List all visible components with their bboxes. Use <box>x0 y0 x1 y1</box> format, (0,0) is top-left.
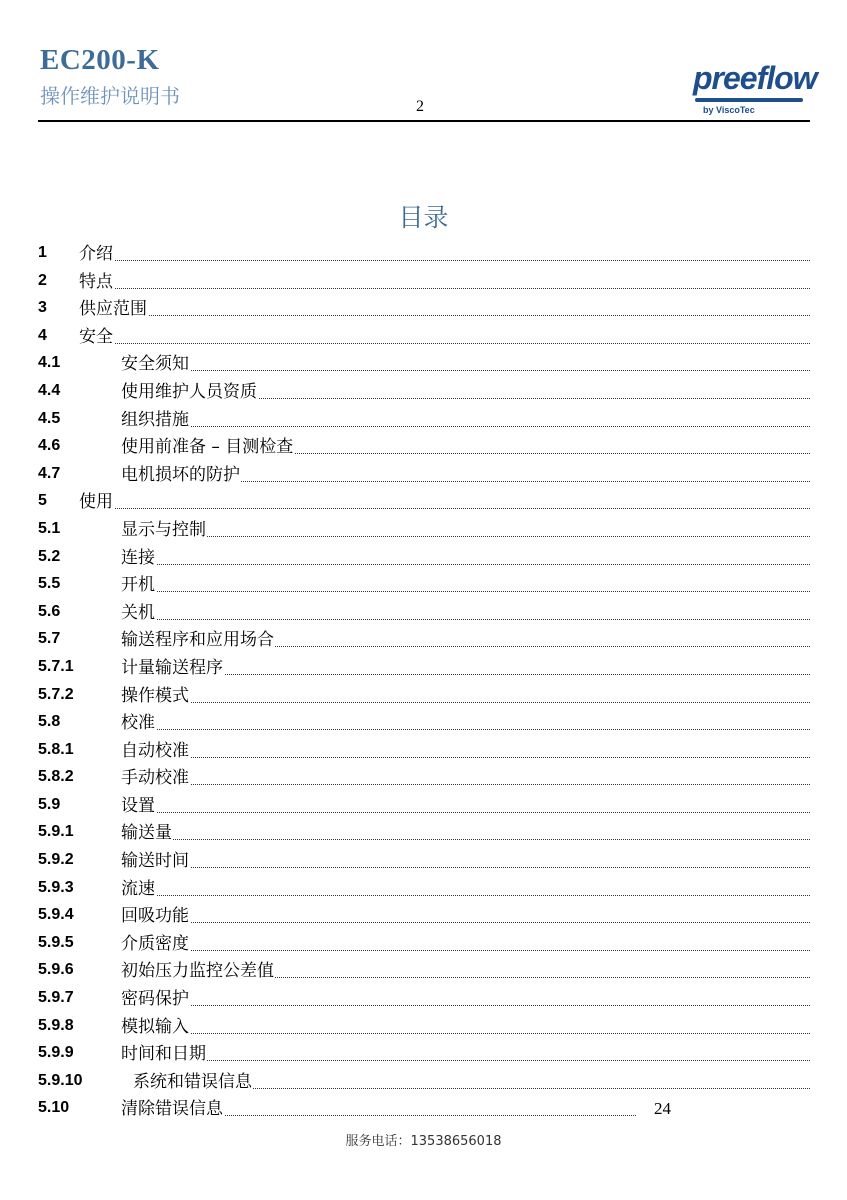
footer-service-phone: 服务电话：13538656018 <box>345 1134 502 1149</box>
toc-entry-leader <box>121 380 810 404</box>
toc-entry-number: 5.9.10 <box>38 1071 83 1089</box>
toc-entry-label: 输送量 <box>121 823 172 844</box>
toc-entry-number: 1 <box>38 244 47 261</box>
toc-entry-label: 计量输送程序 <box>121 657 223 678</box>
toc-entry[interactable] <box>38 518 810 546</box>
toc-entry-label: 模拟输入 <box>121 1016 189 1037</box>
toc-entry-leader <box>121 849 810 873</box>
toc-entry-number: 4.4 <box>38 381 61 399</box>
document-title: EC200-K <box>40 44 160 76</box>
toc-entry-leader <box>121 794 810 818</box>
toc-entry-leader <box>121 711 810 735</box>
toc-entry-leader <box>79 490 810 514</box>
toc-entry[interactable] <box>38 601 810 629</box>
toc-entry-number: 5.9.7 <box>38 989 74 1007</box>
toc-entry-label: 电机损坏的防护 <box>121 464 240 485</box>
logo-swoosh <box>695 98 803 102</box>
toc-entry-leader <box>133 1070 810 1094</box>
toc-entry[interactable] <box>38 546 810 574</box>
toc-entry-number: 5.7.1 <box>38 657 74 675</box>
logo-wordmark: preeflow <box>693 60 817 96</box>
toc-entry[interactable] <box>38 711 810 739</box>
toc-entry-label: 系统和错误信息 <box>133 1071 252 1092</box>
toc-entry[interactable] <box>38 1015 810 1043</box>
toc-entry-number: 4 <box>38 326 47 344</box>
toc-entry[interactable] <box>38 794 810 822</box>
toc-entry-label: 手动校准 <box>121 768 189 789</box>
toc-entry-leader <box>121 408 810 432</box>
toc-entry[interactable] <box>38 270 810 298</box>
toc-entry[interactable] <box>38 821 810 849</box>
toc-entry[interactable] <box>38 408 810 436</box>
toc-entry-leader <box>121 435 810 459</box>
toc-entry-number: 4.7 <box>38 464 61 482</box>
toc-entry[interactable] <box>38 656 810 684</box>
toc-entry-leader <box>121 601 810 625</box>
toc-entry[interactable] <box>38 987 810 1015</box>
toc-entry-number: 5.5 <box>38 575 61 593</box>
toc-entry-leader <box>79 297 810 321</box>
toc-entry-leader <box>121 932 810 956</box>
toc-entry-label: 初始压力监控公差值 <box>121 961 274 982</box>
toc-entry-leader <box>121 904 810 928</box>
logo-tagline: by ViscoTec <box>703 105 755 115</box>
toc-entry-leader <box>121 656 810 680</box>
toc-entry-number: 5.7.2 <box>38 685 74 703</box>
toc-entry[interactable] <box>38 435 810 463</box>
toc-entry-label: 显示与控制 <box>121 519 206 540</box>
toc-entry-label: 设置 <box>121 795 155 816</box>
toc-entry-number: 5.9.5 <box>38 933 74 951</box>
toc-entry[interactable] <box>38 297 810 325</box>
preeflow-logo <box>693 60 817 120</box>
toc-entry-number: 5.9.1 <box>38 823 74 841</box>
toc-entry-leader <box>121 877 810 901</box>
toc-entry-label: 使用维护人员资质 <box>121 381 257 402</box>
toc-entry-label: 介质密度 <box>121 933 189 954</box>
toc-entry-label: 操作模式 <box>121 685 189 706</box>
toc-entry-number: 5.10 <box>38 1099 70 1117</box>
toc-entry-leader <box>121 463 810 487</box>
toc-entry-number: 5.2 <box>38 547 61 565</box>
toc-entry-leader <box>121 352 810 376</box>
table-of-contents <box>38 242 810 1125</box>
toc-entry-label: 组织措施 <box>121 409 189 430</box>
toc-entry[interactable] <box>38 628 810 656</box>
toc-entry-number: 5.8 <box>38 713 61 731</box>
toc-entry-number: 5.9.8 <box>38 1016 74 1034</box>
toc-entry-number: 4.6 <box>38 437 61 455</box>
toc-entry-label: 时间和日期 <box>121 1044 206 1065</box>
page-header <box>38 40 817 122</box>
toc-entry[interactable] <box>38 684 810 712</box>
toc-entry-leader <box>121 1015 810 1039</box>
toc-entry[interactable] <box>38 380 810 408</box>
toc-title: 目录 <box>398 203 449 232</box>
toc-entry-leader <box>79 242 810 266</box>
toc-entry[interactable] <box>38 877 810 905</box>
toc-entry-number: 5.9.2 <box>38 851 74 869</box>
toc-entry-number: 5.6 <box>38 602 61 620</box>
toc-entry-leader <box>79 325 810 349</box>
toc-entry-label: 密码保护 <box>121 989 189 1010</box>
toc-entry-label: 清除错误信息 <box>121 1099 223 1120</box>
toc-entry-leader <box>121 739 810 763</box>
toc-entry-page: 24 <box>650 1097 671 1121</box>
toc-entry-number: 5.9.6 <box>38 961 74 979</box>
toc-entry[interactable] <box>38 959 810 987</box>
toc-entry-label: 安全须知 <box>121 354 189 375</box>
toc-entry-leader <box>121 821 810 845</box>
toc-entry-number: 3 <box>38 299 47 317</box>
toc-entry-number: 5 <box>38 492 47 510</box>
toc-entry[interactable] <box>38 1097 810 1125</box>
toc-entry-leader <box>121 959 810 983</box>
toc-entry[interactable] <box>38 242 810 270</box>
toc-entry-label: 使用 <box>79 492 113 513</box>
toc-entry-number: 5.8.1 <box>38 740 74 758</box>
toc-entry-number: 5.9.3 <box>38 878 74 896</box>
toc-entry-label: 自动校准 <box>121 740 189 761</box>
toc-entry-number: 5.8.2 <box>38 768 74 786</box>
toc-entry-number: 5.9 <box>38 795 61 813</box>
toc-entry-leader <box>121 684 810 708</box>
toc-entry[interactable] <box>38 1042 810 1070</box>
toc-entry-label: 连接 <box>121 547 155 568</box>
toc-entry-number: 2 <box>38 271 47 289</box>
toc-entry-label: 开机 <box>121 575 155 596</box>
header-divider <box>38 120 810 122</box>
toc-entry[interactable] <box>38 739 810 767</box>
toc-entry-leader <box>121 987 810 1011</box>
toc-entry-leader <box>121 573 810 597</box>
toc-entry-label: 特点 <box>79 271 113 292</box>
toc-entry-label: 介绍 <box>79 244 113 264</box>
toc-entry-leader <box>79 270 810 294</box>
toc-entry-number: 5.9.9 <box>38 1044 74 1062</box>
toc-entry[interactable] <box>38 325 810 353</box>
toc-entry[interactable] <box>38 490 810 518</box>
toc-entry-label: 流速 <box>121 878 155 899</box>
toc-entry-label: 使用前准备 – 目测检查 <box>121 437 294 458</box>
toc-entry-label: 校准 <box>121 713 155 734</box>
toc-entry-number: 5.7 <box>38 630 61 648</box>
document-subtitle: 操作维护说明书 <box>40 84 180 108</box>
toc-entry[interactable] <box>38 932 810 960</box>
toc-entry[interactable] <box>38 352 810 380</box>
toc-entry[interactable] <box>38 573 810 601</box>
toc-entry-label: 输送时间 <box>121 851 189 872</box>
toc-entry-label: 供应范围 <box>79 299 147 320</box>
toc-entry[interactable] <box>38 1070 810 1098</box>
toc-entry-number: 5.1 <box>38 519 61 537</box>
toc-entry-number: 5.9.4 <box>38 906 74 924</box>
toc-entry-leader <box>121 1097 636 1121</box>
toc-entry-leader <box>121 546 810 570</box>
toc-entry-leader <box>121 628 810 652</box>
toc-entry[interactable] <box>38 849 810 877</box>
toc-entry-leader <box>121 518 810 542</box>
toc-entry[interactable] <box>38 766 810 794</box>
toc-entry-label: 安全 <box>79 326 113 347</box>
toc-entry-number: 4.5 <box>38 409 61 427</box>
toc-entry-label: 输送程序和应用场合 <box>121 630 274 651</box>
toc-entry-leader <box>121 1042 810 1066</box>
page-number: 2 <box>416 98 424 115</box>
toc-entry-label: 关机 <box>121 602 155 623</box>
toc-entry-label: 回吸功能 <box>121 906 189 927</box>
toc-entry-leader <box>121 766 810 790</box>
toc-entry[interactable] <box>38 904 810 932</box>
toc-entry[interactable] <box>38 463 810 491</box>
toc-entry-number: 4.1 <box>38 354 61 372</box>
